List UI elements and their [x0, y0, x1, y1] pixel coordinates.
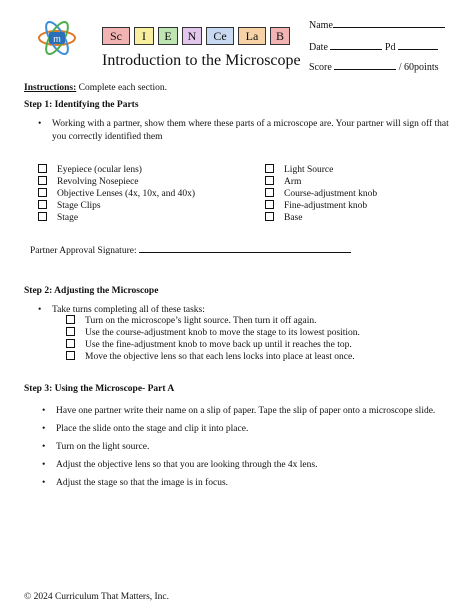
part-checklist-item[interactable] [38, 176, 195, 188]
task-checklist-item[interactable] [66, 339, 360, 351]
step2-heading: Step 2: Adjusting the Microscope [24, 286, 159, 296]
atom-logo-icon [37, 21, 77, 55]
checkbox[interactable] [265, 164, 274, 173]
checkbox[interactable] [38, 176, 47, 185]
step3-list-item: • Adjust the objective lens so that you are looking through the 4x lens. [42, 460, 318, 470]
step3-bullet-list [42, 403, 436, 493]
part-label: Fine-adjustment knob [284, 201, 368, 211]
part-checklist-item[interactable] [38, 212, 195, 224]
name-label: Name [309, 20, 333, 31]
instructions-label: Instructions: [24, 83, 77, 93]
task-label: Move the objective lens so that each lens locks into place at least once. [85, 352, 355, 362]
task-checklist-item[interactable] [66, 351, 360, 363]
task-label: Use the course-adjustment knob to move the stage to its lowest position. [85, 328, 360, 338]
copyright-footer: © 2024 Curriculum That Matters, Inc. [24, 592, 170, 602]
checkbox[interactable] [66, 351, 75, 360]
page-title: Introduction to the Microscope [102, 52, 301, 69]
part-label: Light Source [284, 165, 334, 175]
step1-heading: Step 1: Identifying the Parts [24, 100, 139, 110]
pd-label: Pd [384, 42, 396, 53]
instructions-text: Complete each section. [76, 83, 168, 93]
score-label: Score [309, 62, 332, 73]
task-checklist-item[interactable] [66, 315, 360, 327]
part-label: Objective Lenses (4x, 10x, and 40x) [57, 189, 195, 199]
checkbox[interactable] [66, 327, 75, 336]
part-checklist-item[interactable] [38, 164, 195, 176]
part-label: Revolving Nosepiece [57, 177, 139, 187]
parts-checklist-left [38, 164, 195, 224]
checkbox[interactable] [38, 212, 47, 221]
part-checklist-item[interactable] [38, 188, 195, 200]
step2-bullet: • Take turns completing all of these tasks: [38, 305, 205, 315]
checkbox[interactable] [265, 212, 274, 221]
step3-list-item: • Adjust the stage so that the image is in focus. [42, 478, 229, 488]
part-checklist-item[interactable] [265, 164, 377, 176]
logo-tile: E [158, 27, 178, 45]
checkbox[interactable] [38, 164, 47, 173]
part-checklist-item[interactable] [265, 176, 377, 188]
score-field[interactable] [309, 62, 439, 73]
task-label: Turn on the microscope’s light source. Then turn it off again. [85, 316, 317, 326]
part-checklist-item[interactable] [265, 200, 377, 212]
part-label: Base [284, 213, 303, 223]
checkbox[interactable] [66, 339, 75, 348]
part-checklist-item[interactable] [265, 188, 377, 200]
checkbox[interactable] [66, 315, 75, 324]
signature-field[interactable] [30, 246, 351, 256]
date-pd-fields[interactable] [309, 42, 438, 53]
checkbox[interactable] [265, 176, 274, 185]
checkbox[interactable] [38, 200, 47, 209]
logo-tile: Ce [206, 27, 234, 45]
step2-task-list [66, 315, 360, 363]
logo-tile: B [270, 27, 290, 45]
step3-list-item: • Place the slide onto the stage and clip it into place. [42, 424, 249, 434]
part-checklist-item[interactable] [38, 200, 195, 212]
part-label: Eyepiece (ocular lens) [57, 165, 142, 175]
checkbox[interactable] [38, 188, 47, 197]
step3-list-item: • Have one partner write their name on a slip of paper. Tape the slip of paper onto a microscope slide. [42, 406, 436, 416]
checkbox[interactable] [265, 200, 274, 209]
part-label: Stage [57, 213, 79, 223]
science-lab-tiles [102, 27, 290, 45]
parts-checklist-right [265, 164, 377, 224]
task-checklist-item[interactable] [66, 327, 360, 339]
instructions [24, 83, 167, 93]
name-field[interactable] [309, 20, 445, 31]
score-suffix: / 60points [398, 62, 439, 73]
checkbox[interactable] [265, 188, 274, 197]
logo-tile: Sc [102, 27, 130, 45]
part-label: Course-adjustment knob [284, 189, 378, 199]
svg-text:m: m [53, 34, 61, 44]
signature-label: Partner Approval Signature: [30, 246, 137, 256]
part-checklist-item[interactable] [265, 212, 377, 224]
logo-tile: La [238, 27, 266, 45]
logo-tile: I [134, 27, 154, 45]
step3-list-item: • Turn on the light source. [42, 442, 150, 452]
task-label: Use the fine-adjustment knob to move back up until it reaches the top. [85, 340, 352, 350]
logo-tile: N [182, 27, 202, 45]
part-label: Arm [284, 177, 302, 187]
step1-bullet: • Working with a partner, show them where these parts of a microscope are. Your partner will sign off that you correctly identified them [38, 119, 449, 142]
step3-heading: Step 3: Using the Microscope- Part A [24, 384, 175, 394]
date-label: Date [309, 42, 328, 53]
part-label: Stage Clips [57, 201, 101, 211]
